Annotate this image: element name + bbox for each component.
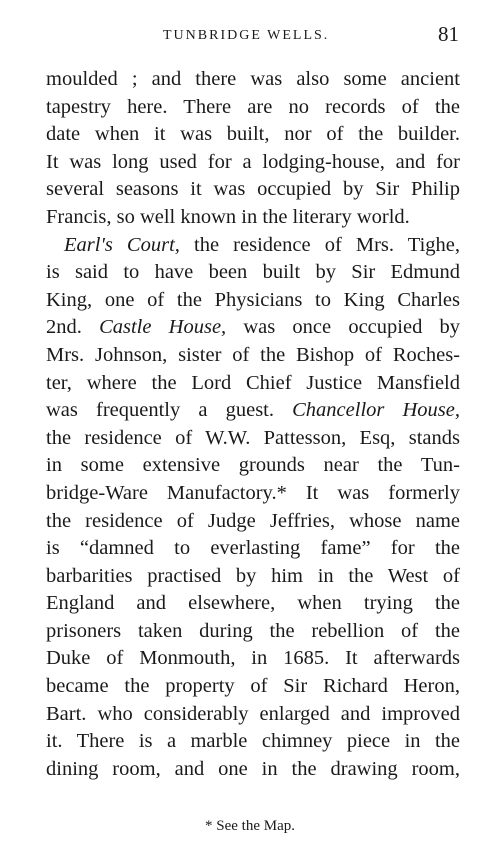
text-line: dining room, and one in the drawing room,	[46, 757, 460, 780]
text-line	[46, 314, 460, 342]
text-line: moulded ; and there was also some ancient	[46, 68, 460, 90]
text-line: It was long used for a lodging-house, and for	[46, 150, 460, 173]
text-line: ter, where the Lord Chief Justice Mansfield	[46, 371, 460, 394]
text-line: tapestry here. There are no records of the	[46, 95, 460, 118]
text-line: is said to have been built by Sir Edmund	[46, 261, 460, 284]
footnote: * See the Map.	[205, 818, 295, 834]
text-line: Mrs. Johnson, sister of the Bishop of Roches-	[46, 343, 460, 366]
text-line: became the property of Sir Richard Heron,	[46, 675, 460, 698]
place-name-earls-court: Earl's Court,	[64, 233, 180, 256]
place-name-chancellor-house: Chancellor House,	[292, 399, 460, 422]
body-text	[46, 66, 460, 783]
text-segment: was frequently a guest.	[46, 399, 293, 422]
text-line: in some extensive grounds near the Tun-	[46, 454, 460, 477]
text-line: date when it was built, nor of the builder.	[46, 123, 460, 146]
text-line: the residence of W.W. Pattesson, Esq, stands	[46, 426, 460, 449]
text-line: Duke of Monmouth, in 1685. It afterwards	[46, 647, 460, 670]
text-line: King, one of the Physicians to King Charles	[46, 288, 460, 311]
text-line: it. There is a marble chimney piece in the	[46, 730, 460, 753]
text-segment: was once occupied by	[226, 316, 460, 339]
text-line: prisoners taken during the rebellion of the	[46, 619, 460, 642]
text-segment: 2nd.	[46, 316, 100, 339]
running-title: TUNBRIDGE WELLS.	[163, 28, 330, 43]
page-number: 81	[438, 22, 459, 46]
text-line: bridge-Ware Manufactory.* It was formerly	[46, 481, 460, 504]
text-line: Francis, so well known in the literary world.	[46, 205, 410, 228]
place-name-castle-house: Castle House,	[99, 316, 227, 339]
text-line: Bart. who considerably enlarged and improved	[46, 702, 460, 725]
text-line: England and elsewhere, when trying the	[46, 592, 460, 615]
text-line	[46, 397, 460, 425]
text-line	[46, 232, 460, 260]
text-line: is “damned to everlasting fame” for the	[46, 537, 460, 560]
text-line: barbarities practised by him in the West of	[46, 564, 460, 587]
text-segment: the residence of Mrs. Tighe,	[179, 233, 460, 256]
text-line: the residence of Judge Jeffries, whose name	[46, 509, 460, 532]
text-line: several seasons it was occupied by Sir Philip	[46, 178, 460, 201]
